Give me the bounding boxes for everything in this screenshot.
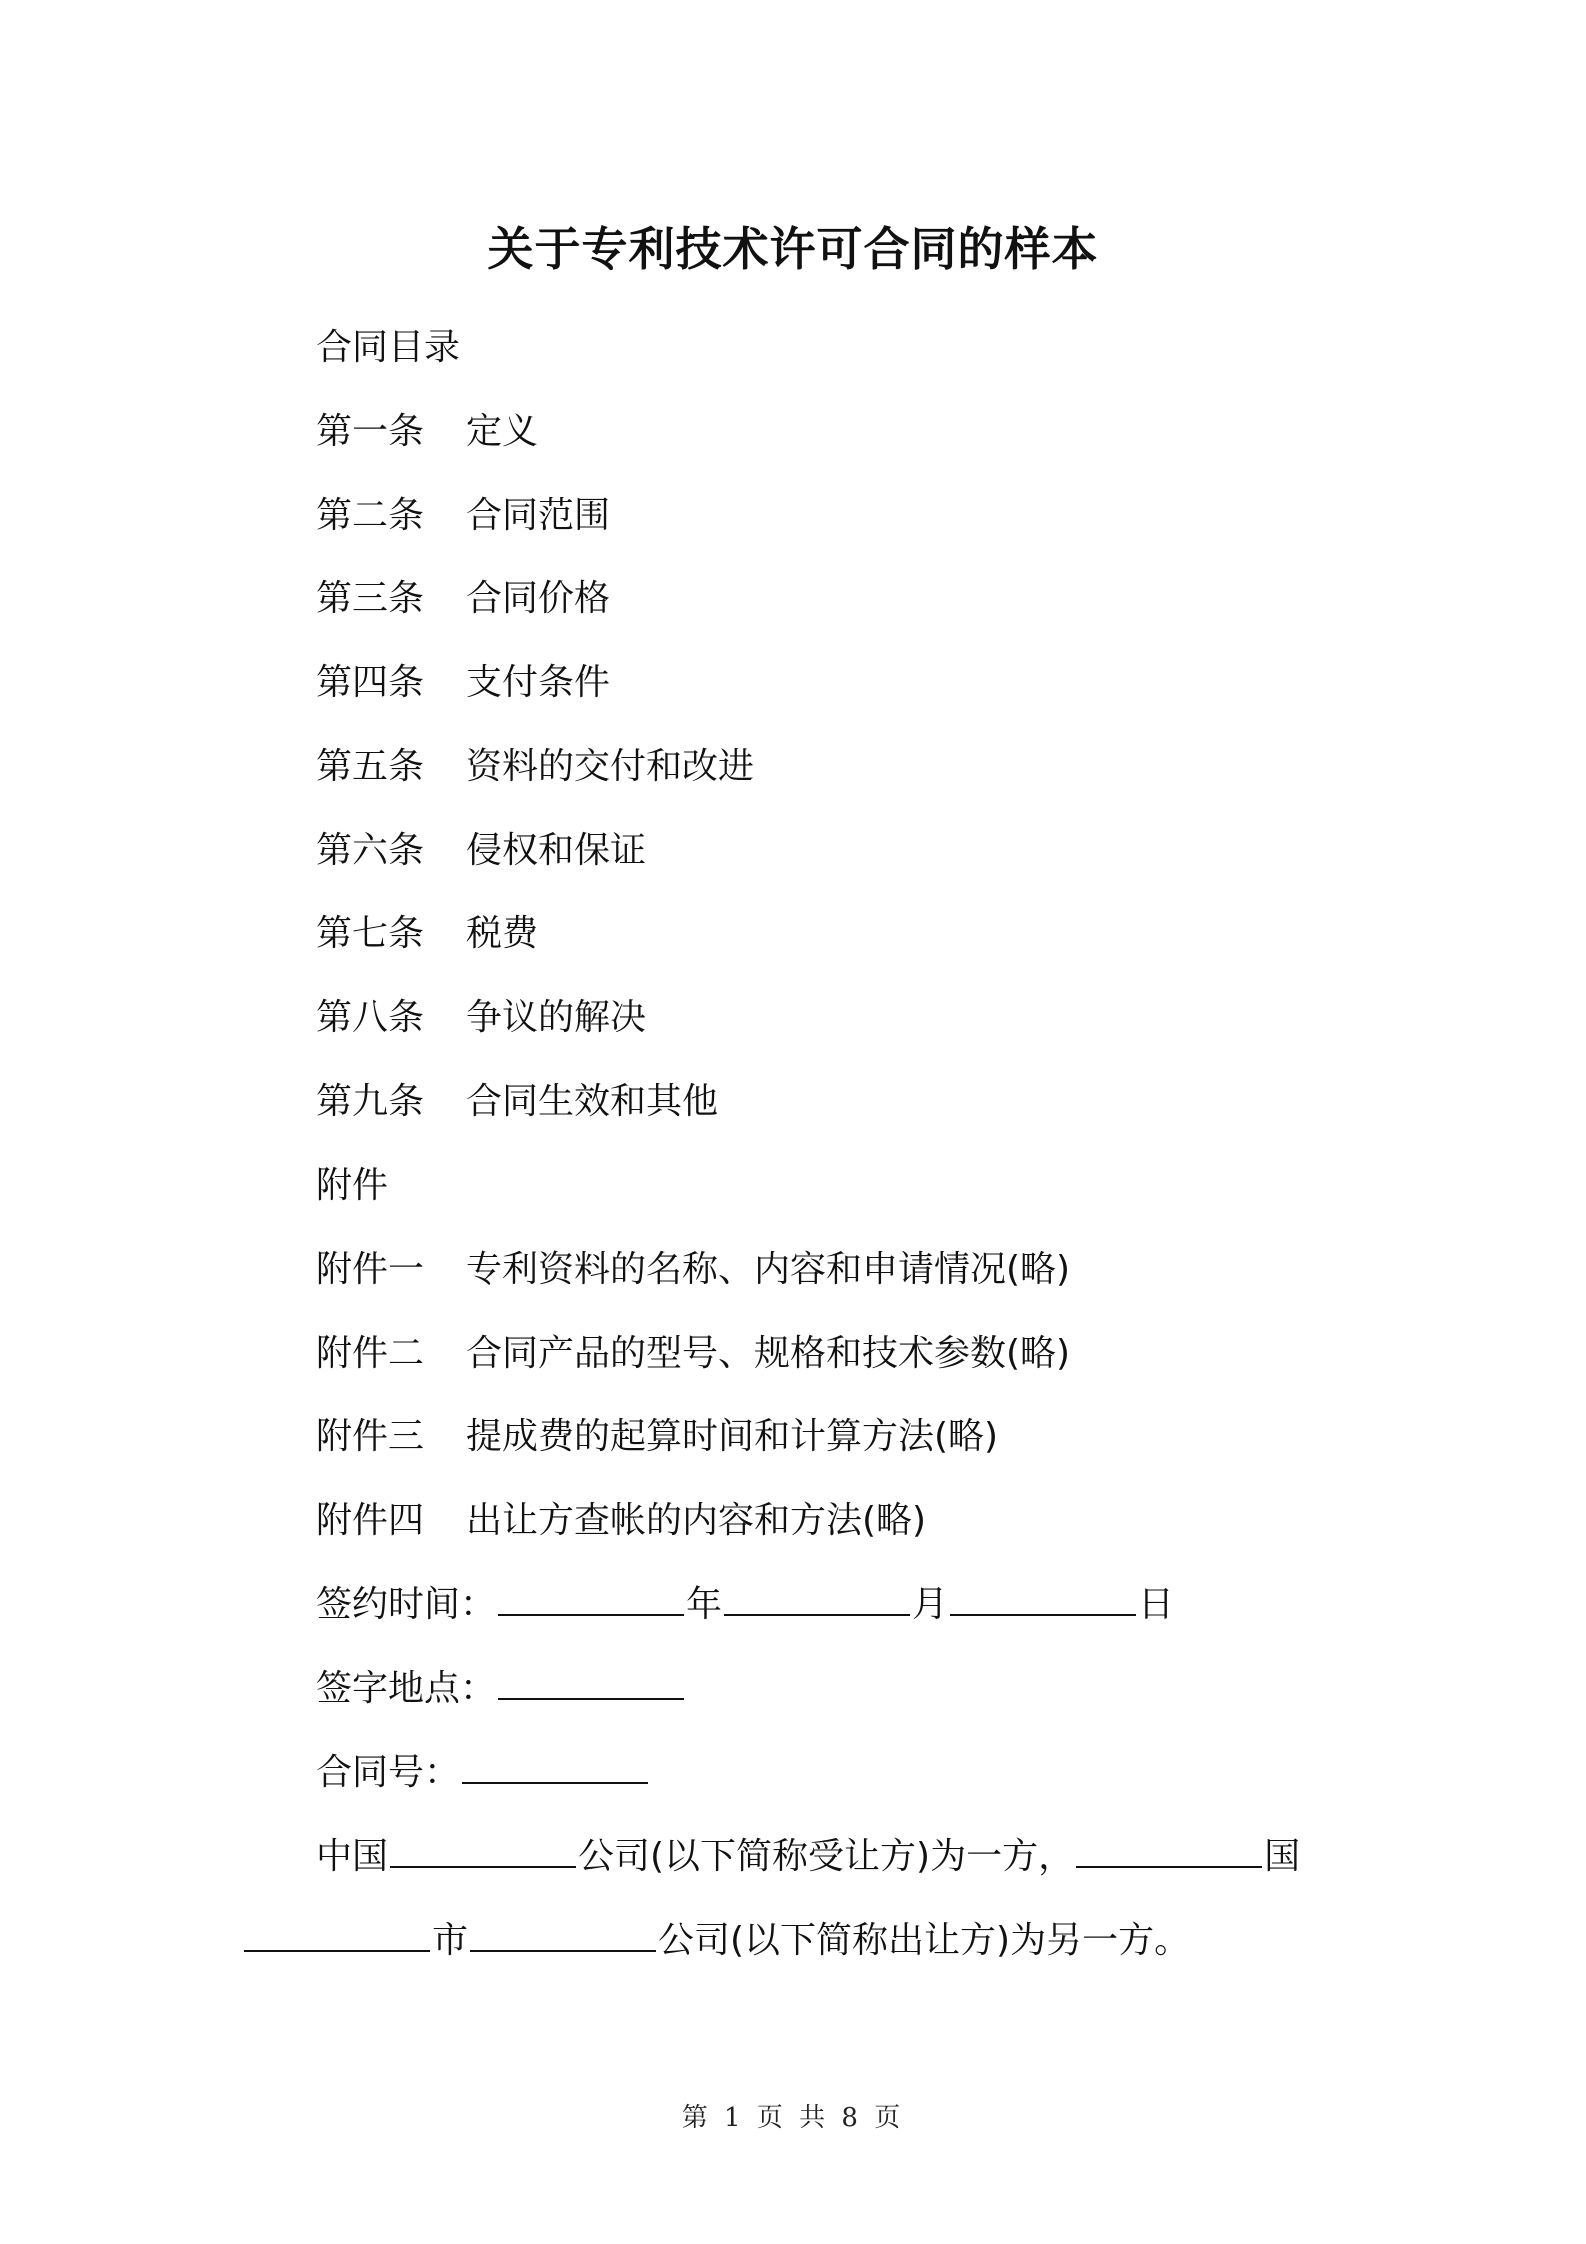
contract-number-line	[316, 1751, 650, 1795]
article-title: 税费	[466, 913, 539, 954]
article-number: 第八条	[316, 997, 425, 1038]
article-title: 争议的解决	[466, 997, 647, 1038]
contract-number-blank	[462, 1752, 648, 1784]
article-title: 定义	[466, 411, 539, 452]
sign-date-label: 签约时间：	[316, 1584, 497, 1625]
licensor-country-blank	[1076, 1836, 1262, 1868]
day-label: 日	[1138, 1584, 1175, 1625]
annex-item-2	[316, 1332, 1070, 1376]
contract-number-label: 合同号：	[316, 1752, 461, 1793]
article-title: 合同生效和其他	[466, 1081, 719, 1122]
licensor-text: 公司(以下简称出让方)为另一方。	[658, 1920, 1191, 1961]
annex-heading: 附件	[316, 1165, 389, 1206]
annex-item-3	[316, 1415, 998, 1459]
article-title: 支付条件	[466, 662, 611, 703]
document-title: 关于专利技术许可合同的样本	[487, 222, 1099, 276]
annex-title: 专利资料的名称、内容和申请情况(略)	[466, 1249, 1071, 1290]
article-number: 第七条	[316, 913, 425, 954]
annex-number: 附件四	[316, 1500, 425, 1541]
article-number: 第五条	[316, 746, 425, 787]
country-suffix: 国	[1264, 1836, 1301, 1877]
annex-title: 合同产品的型号、规格和技术参数(略)	[466, 1333, 1071, 1374]
country-label: 中国	[316, 1836, 389, 1877]
article-number: 第三条	[316, 578, 425, 619]
article-title: 合同范围	[466, 495, 611, 536]
toc-heading: 合同目录	[316, 327, 461, 368]
year-blank	[498, 1584, 684, 1616]
annex-item-1	[316, 1248, 1070, 1292]
article-number: 第二条	[316, 495, 425, 536]
article-title: 资料的交付和改进	[466, 746, 755, 787]
day-blank	[950, 1584, 1136, 1616]
article-number: 第九条	[316, 1081, 425, 1122]
annex-number: 附件二	[316, 1333, 425, 1374]
article-number: 第六条	[316, 830, 425, 871]
toc-article-2	[316, 494, 610, 538]
year-label: 年	[686, 1584, 723, 1625]
sign-date-line	[316, 1583, 1174, 1627]
annex-title: 提成费的起算时间和计算方法(略)	[466, 1416, 999, 1457]
toc-article-1	[316, 410, 538, 454]
toc-article-6	[316, 829, 646, 873]
licensee-company-blank	[390, 1836, 576, 1868]
licensor-company-blank	[470, 1920, 656, 1952]
toc-article-3	[316, 577, 610, 621]
sign-place-line	[316, 1667, 686, 1711]
toc-article-4	[316, 661, 610, 705]
annex-number: 附件一	[316, 1249, 425, 1290]
month-blank	[724, 1584, 910, 1616]
toc-article-8	[316, 996, 646, 1040]
sign-place-blank	[498, 1668, 684, 1700]
toc-article-9	[316, 1080, 718, 1124]
page-footer: 第 1 页 共 8 页	[681, 2103, 905, 2133]
toc-article-5	[316, 745, 754, 789]
article-number: 第四条	[316, 662, 425, 703]
article-title: 侵权和保证	[466, 830, 647, 871]
sign-place-label: 签字地点：	[316, 1668, 497, 1709]
article-title: 合同价格	[466, 578, 611, 619]
licensee-text: 公司(以下简称受让方)为一方，	[578, 1836, 1075, 1877]
month-label: 月	[912, 1584, 949, 1625]
parties-line-1	[316, 1835, 1300, 1879]
parties-line-2	[242, 1919, 1190, 1963]
licensor-region-blank	[244, 1920, 430, 1952]
annex-item-4	[316, 1499, 926, 1543]
article-number: 第一条	[316, 411, 425, 452]
annex-title: 出让方查帐的内容和方法(略)	[466, 1500, 927, 1541]
toc-article-7	[316, 912, 538, 956]
annex-number: 附件三	[316, 1416, 425, 1457]
city-label: 市	[432, 1920, 469, 1961]
